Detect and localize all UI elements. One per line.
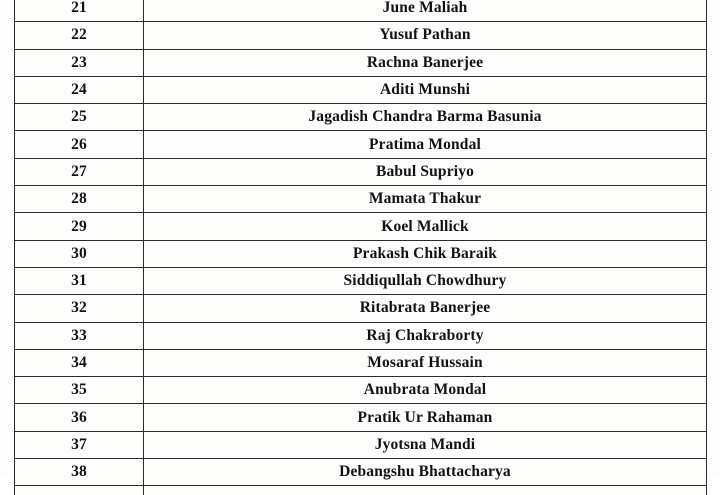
- row-name: Raj Chakraborty: [144, 322, 707, 349]
- row-serial-number: 35: [15, 377, 144, 404]
- row-serial-number: 33: [15, 322, 144, 349]
- row-serial-number: 29: [15, 213, 144, 240]
- row-name: Pratik Ur Rahaman: [144, 404, 707, 431]
- row-serial-number: 27: [15, 158, 144, 185]
- row-name: Yusuf Pathan: [144, 22, 707, 49]
- row-serial-number: 22: [15, 22, 144, 49]
- row-serial-number: 34: [15, 349, 144, 376]
- table-row: [15, 459, 707, 486]
- table-row: [15, 158, 707, 185]
- row-name: Mosaraf Hussain: [144, 349, 707, 376]
- row-serial-number: 26: [15, 131, 144, 158]
- table-row: [15, 186, 707, 213]
- row-name: Debangshu Bhattacharya: [144, 459, 707, 486]
- row-name: Pratima Mondal: [144, 131, 707, 158]
- row-serial-number: 30: [15, 240, 144, 267]
- row-serial-number: 36: [15, 404, 144, 431]
- row-serial-number: 37: [15, 431, 144, 458]
- names-table-body: [15, 0, 707, 495]
- names-table-container: [14, 0, 706, 495]
- row-serial-number: [15, 486, 144, 495]
- row-serial-number: 21: [15, 0, 144, 22]
- table-row: [15, 49, 707, 76]
- table-row: [15, 131, 707, 158]
- table-row: [15, 213, 707, 240]
- table-row: [15, 240, 707, 267]
- table-row: [15, 349, 707, 376]
- row-name: Aditi Munshi: [144, 76, 707, 103]
- row-name: Mamata Thakur: [144, 186, 707, 213]
- table-row: [15, 104, 707, 131]
- row-name: Babul Supriyo: [144, 158, 707, 185]
- table-row: [15, 22, 707, 49]
- row-name: Koel Mallick: [144, 213, 707, 240]
- row-name: Anubrata Mondal: [144, 377, 707, 404]
- table-row: [15, 404, 707, 431]
- row-serial-number: 25: [15, 104, 144, 131]
- row-name: Jyotsna Mandi: [144, 431, 707, 458]
- row-name: Siddiqullah Chowdhury: [144, 267, 707, 294]
- row-serial-number: 38: [15, 459, 144, 486]
- row-serial-number: 28: [15, 186, 144, 213]
- names-table: [14, 0, 707, 495]
- table-row: [15, 0, 707, 22]
- table-row: [15, 322, 707, 349]
- table-row: [15, 295, 707, 322]
- table-row: [15, 76, 707, 103]
- row-serial-number: 24: [15, 76, 144, 103]
- row-name: Jagadish Chandra Barma Basunia: [144, 104, 707, 131]
- table-row: [15, 431, 707, 458]
- row-serial-number: 23: [15, 49, 144, 76]
- row-name: Ritabrata Banerjee: [144, 295, 707, 322]
- table-row: [15, 377, 707, 404]
- table-row: [15, 267, 707, 294]
- row-name: Prakash Chik Baraik: [144, 240, 707, 267]
- table-row-partial: [15, 486, 707, 495]
- row-name: Rachna Banerjee: [144, 49, 707, 76]
- row-name: [144, 486, 707, 495]
- row-serial-number: 31: [15, 267, 144, 294]
- row-serial-number: 32: [15, 295, 144, 322]
- row-name: June Maliah: [144, 0, 707, 22]
